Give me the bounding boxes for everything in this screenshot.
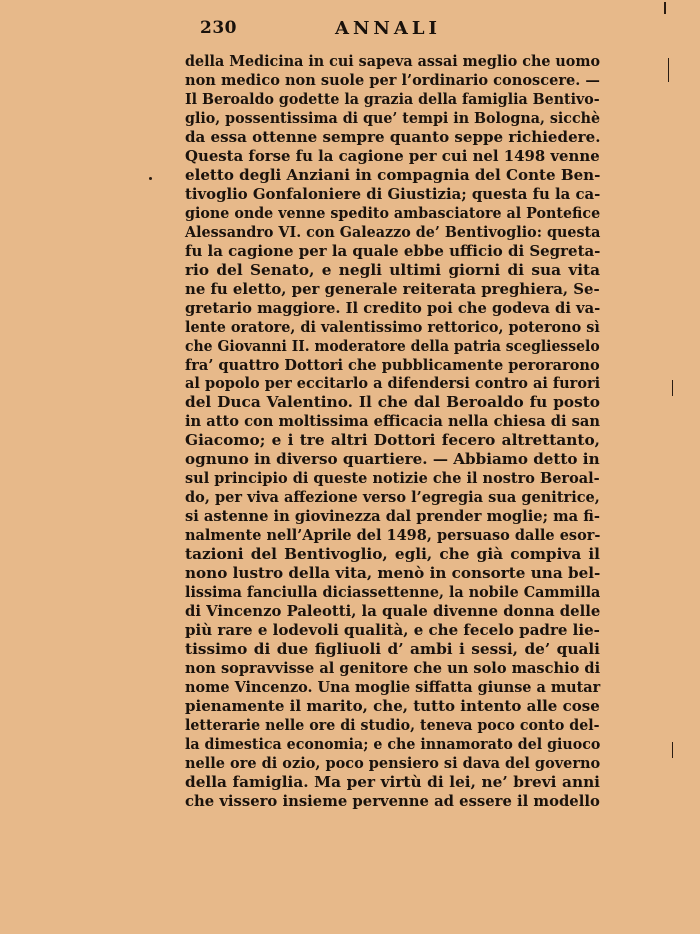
text-line: si astenne in giovinezza dal prender moglie; ma fi- [185, 507, 600, 526]
page-header [185, 18, 600, 44]
text-line: do, per viva affezione verso l’egregia sua genitrice, [185, 488, 600, 507]
text-line: al popolo per eccitarlo a difendersi contro ai furori [185, 374, 601, 393]
text-line: della famiglia. Ma per virtù di lei, ne’ brevi anni [185, 772, 600, 791]
text-line: che Giovanni II. moderatore della patria scegliesselo [185, 336, 600, 355]
text-line: da essa ottenne sempre quanto seppe richiedere. [185, 127, 601, 146]
scan-mark [672, 742, 673, 758]
text-line: della Medicina in cui sapeva assai meglio che uomo [185, 52, 601, 70]
text-line: tissimo di due figliuoli d’ ambi i sessi, de’ quali [185, 640, 600, 659]
text-line: letterarie nelle ore di studio, teneva poco conto del- [185, 715, 600, 734]
text-line: in atto con moltissima efficacia nella chiesa di san [185, 412, 601, 431]
text-line: lissima fanciulla diciassettenne, la nobile Cammilla [185, 583, 601, 602]
scan-mark [668, 58, 669, 82]
text-line: Alessandro VI. con Galeazzo de’ Bentivoglio: questa [185, 222, 601, 241]
text-line: Il Beroaldo godette la grazia della famiglia Bentivo- [185, 89, 600, 108]
text-line: Giacomo; e i tre altri Dottori fecero altrettanto, [185, 431, 600, 450]
text-line: tivoglio Gonfaloniere di Giustizia; questa fu la ca- [185, 184, 601, 203]
page-number: 230 [200, 18, 237, 38]
text-line: la dimestica economia; e che innamorato del giuoco [185, 734, 601, 753]
text-line: ognuno in diverso quartiere. — Abbiamo detto in [185, 450, 600, 469]
text-line: tazioni del Bentivoglio, egli, che già compiva il [185, 545, 600, 564]
text-line: pienamente il marito, che, tutto intento alle cose [185, 696, 600, 715]
text-line: sul principio di queste notizie che il nostro Beroal- [185, 469, 600, 488]
text-line: ne fu eletto, per generale reiterata preghiera, Se- [185, 279, 600, 298]
text-line: glio, possentissima di que’ tempi in Bologna, sicchè [185, 108, 601, 127]
text-line: eletto degli Anziani in compagnia del Conte Ben- [185, 165, 601, 184]
text-line: lente oratore, di valentissimo rettorico, poterono sì [185, 317, 600, 336]
text-line: gione onde venne spedito ambasciatore al Pontefice [185, 203, 601, 222]
text-line: Questa forse fu la cagione per cui nel 1498 venne [185, 146, 600, 165]
text-line: nono lustro della vita, menò in consorte una bel- [185, 564, 601, 583]
running-head: ANNALI [335, 18, 441, 39]
text-line: nelle ore di ozio, poco pensiero si dava del governo [185, 753, 601, 772]
text-line: di Vincenzo Paleotti, la quale divenne donna delle [185, 602, 601, 621]
text-line: rio del Senato, e negli ultimi giorni di sua vita [185, 260, 600, 279]
text-line: fu la cagione per la quale ebbe ufficio di Segreta- [185, 241, 601, 260]
text-line: del Duca Valentino. Il che dal Beroaldo fu posto [185, 393, 600, 412]
text-line: nalmente nell’Aprile del 1498, persuaso dalle esor- [185, 526, 601, 545]
text-line: più rare e lodevoli qualità, e che fecelo padre lie- [185, 621, 600, 640]
scan-mark [664, 2, 666, 14]
text-line: che vissero insieme pervenne ad essere il modello [185, 791, 600, 810]
text-line: nome Vincenzo. Una moglie siffatta giunse a mutar [185, 677, 601, 696]
scan-mark [672, 380, 673, 396]
body-text [185, 52, 600, 811]
text-line: non sopravvisse al genitore che un solo maschio di [185, 659, 601, 677]
scan-dot [149, 177, 152, 180]
text-line: gretario maggiore. Il credito poi che godeva di va- [185, 298, 601, 317]
text-line: fra’ quattro Dottori che pubblicamente perorarono [185, 355, 600, 374]
text-line: non medico non suole per l’ordinario conoscere. — [185, 70, 600, 89]
